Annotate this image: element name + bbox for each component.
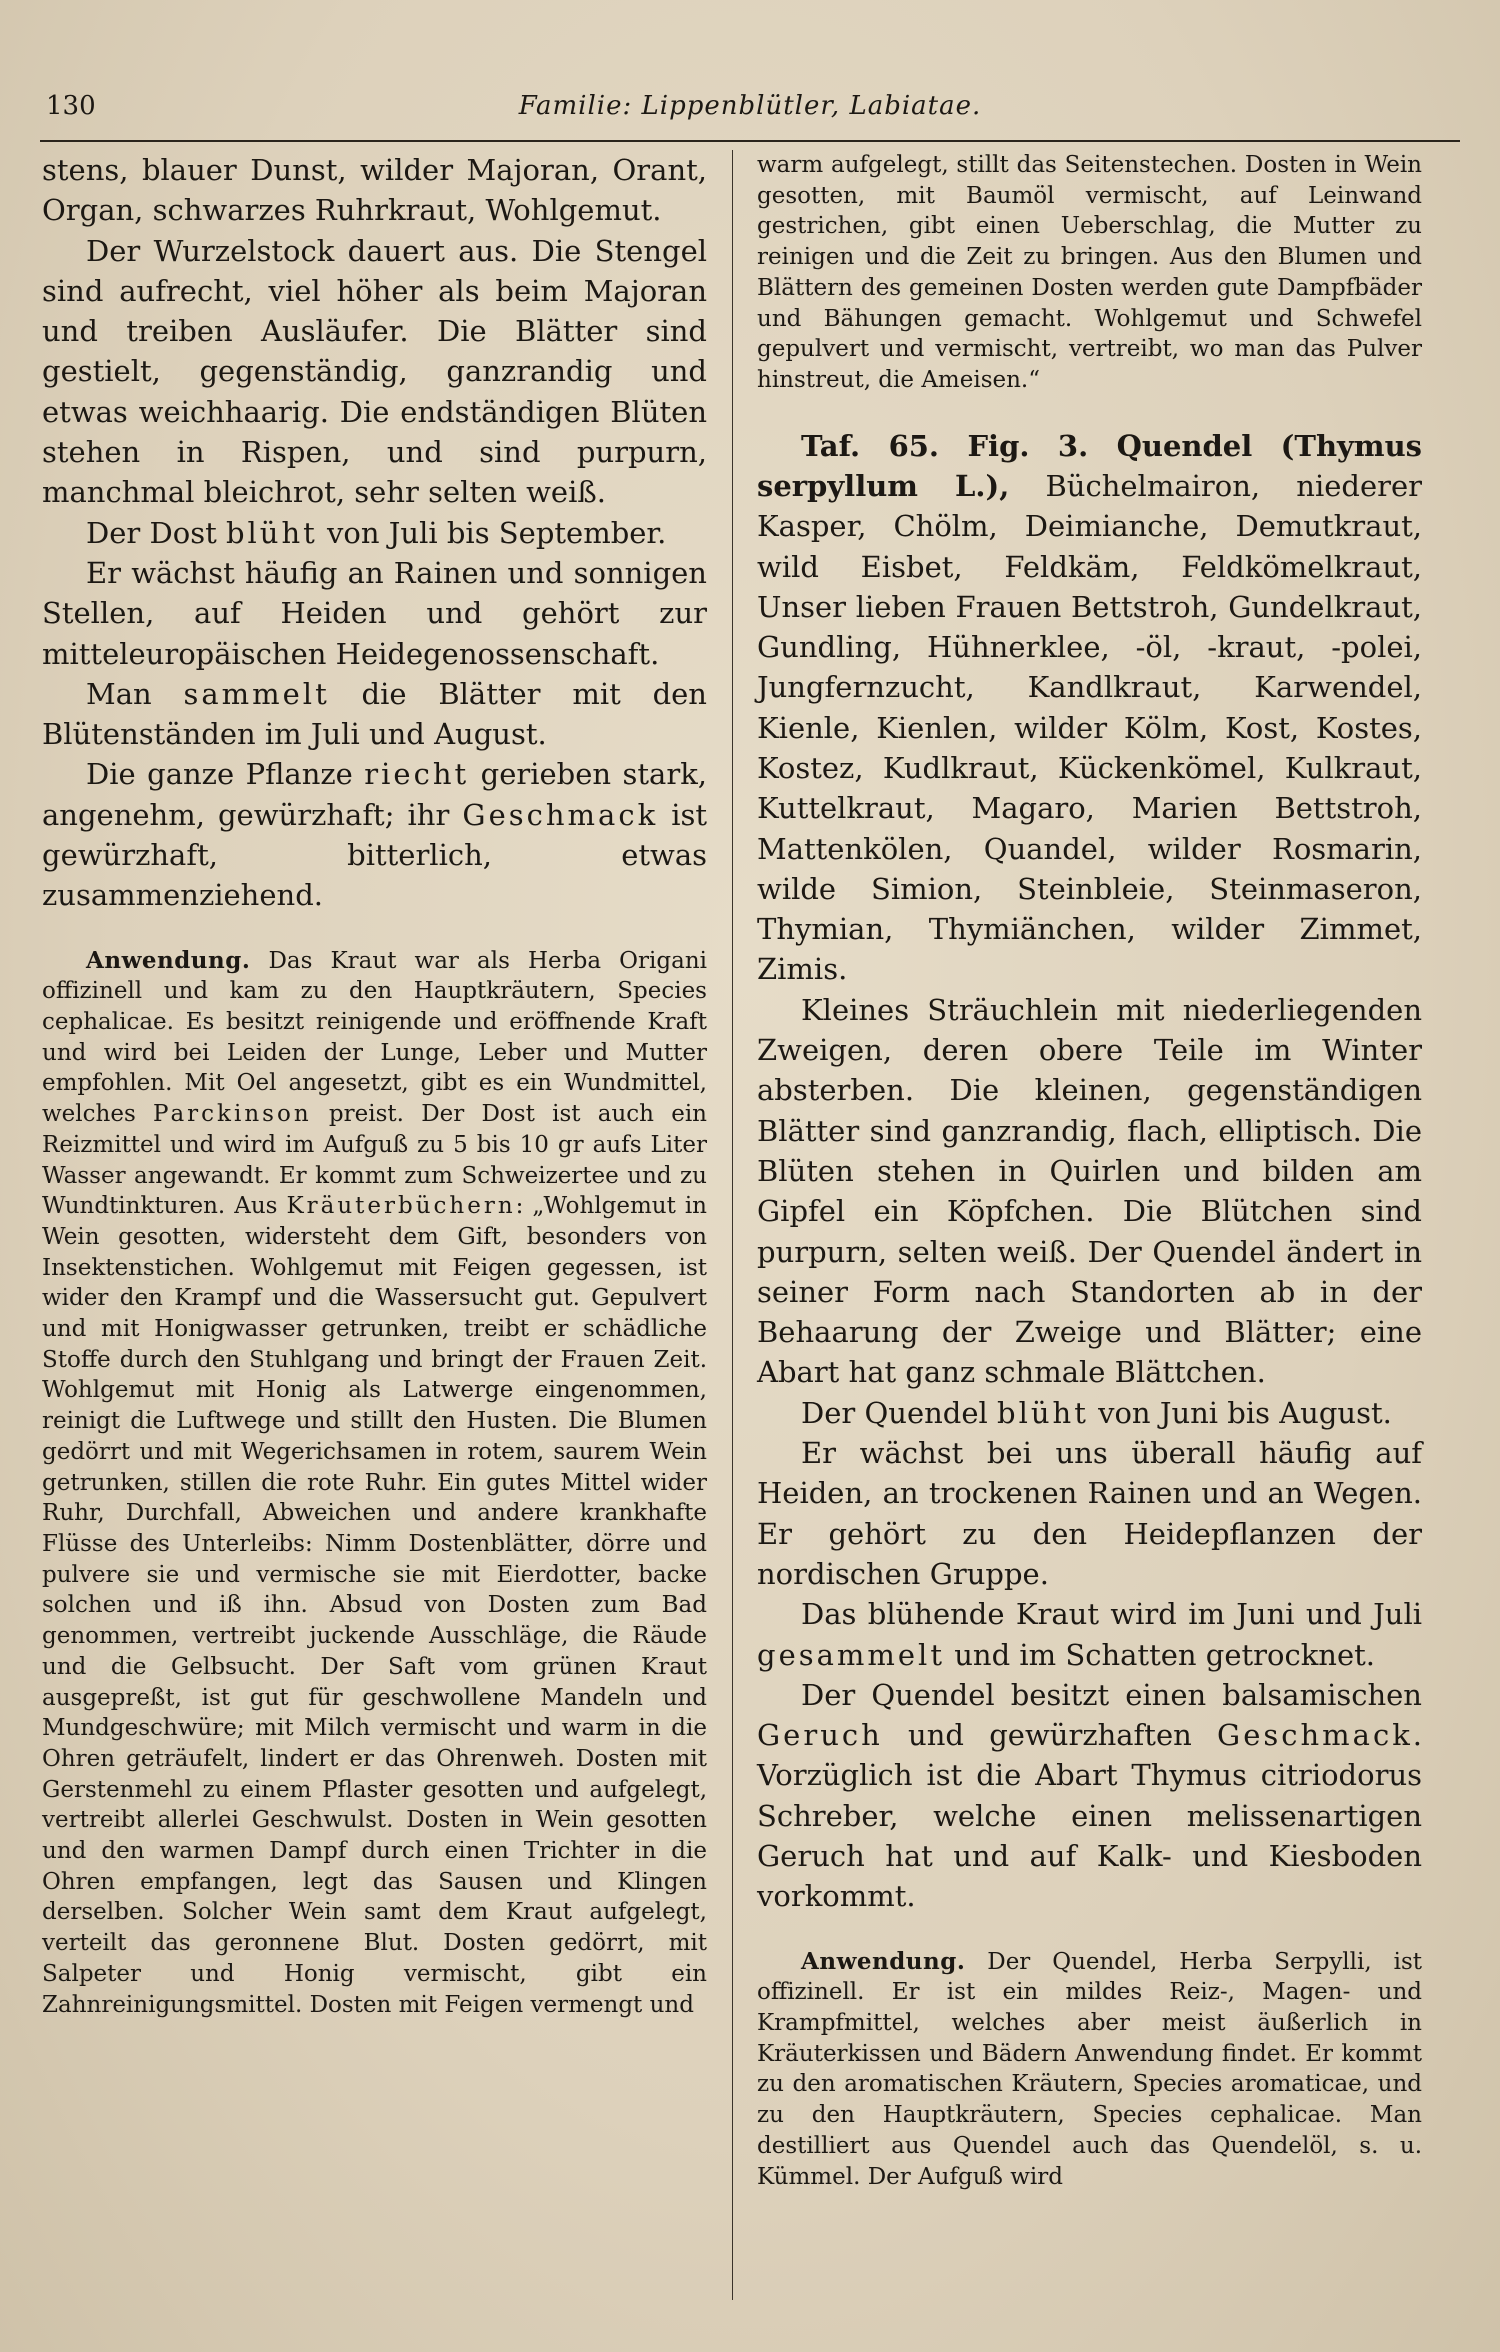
spaced-word: Parckinson	[153, 1101, 312, 1128]
text-run: die Blätter mit den Blütenständen im Juli und August.	[42, 676, 707, 752]
right-paragraph-3	[757, 1393, 1422, 1433]
spaced-word: blüht	[225, 515, 318, 550]
header-rule	[40, 140, 1460, 142]
text-run: Das Kraut war als Herba Origani offizinell und kam zu den Hauptkräutern, Species cephalicae. Es besitzt reinigende und eröffnende Kraft und wird bei Leiden der Lunge, Leber und Mutter empfohlen. Mit Oel angesetzt, gibt es ein Wundmittel, welches	[42, 947, 707, 1128]
text-run: ist gewürzhaft, bitterlich, etwas zusammenziehend.	[42, 797, 708, 913]
text-run: von Juli bis September.	[317, 515, 667, 550]
spaced-word: riecht	[364, 757, 470, 792]
left-paragraph-5	[42, 674, 707, 755]
text-run: preist. Der Dost ist auch ein Reizmittel und wird im Aufguß zu 5 bis 10 gr aufs Liter Wasser angewandt. Er kommt zum Schweizertee und zu Wundtinkturen. Aus	[42, 1101, 707, 1220]
right-anwendung-section	[757, 1947, 1422, 2193]
left-paragraph-6	[42, 754, 707, 915]
spaced-word: Geschmack	[462, 797, 659, 832]
spaced-word: Geschmack	[1217, 1718, 1413, 1753]
section-lead: Anwendung.	[801, 1947, 966, 1975]
text-run: Der Dost	[86, 515, 226, 550]
spaced-word: gesammelt	[757, 1637, 945, 1672]
page-number: 130	[46, 91, 96, 121]
right-continuation: warm aufgelegt, stillt das Seitenstechen. Dosten in Wein gesotten, mit Baumöl vermischt, auf Leinwand gestrichen, gibt einen Ueberschlag, die Mutter zu reinigen und die Zeit zu bringen. Aus den Blumen und Blättern des gemeinen Dosten werden gute Dampfbäder und Bähungen gemacht. Wohlgemut und Schwefel gepulvert und vermischt, vertreibt, wo man das Pulver hinstreut, die Ameisen.“	[757, 152, 1422, 393]
page-header	[46, 86, 1454, 126]
right-paragraph-6	[757, 1675, 1422, 1917]
text-run: und gewürzhaften	[882, 1718, 1218, 1753]
left-paragraph-2: Der Wurzelstock dauert aus. Die Stengel sind aufrecht, viel höher als beim Majoran und treiben Ausläufer. Die Blätter sind gestielt, gegenständig, ganzrandig und etwas weichhaarig. Die endständigen Blüten stehen in Rispen, und sind purpurn, manchmal bleichrot, sehr selten weiß.	[42, 233, 707, 510]
left-column	[42, 150, 707, 2020]
text-run: gerieben stark, angenehm, gewürzhaft; ihr	[42, 757, 707, 832]
text-run: Das blühende Kraut wird im Juni und Juli	[801, 1597, 1422, 1632]
spaced-word: Kräuterbüchern	[286, 1193, 516, 1220]
column-divider	[732, 150, 733, 2300]
spaced-word: sammelt	[183, 676, 330, 711]
figure-heading: Taf. 65. Fig. 3. Quendel (Thymus serpyllum L.),	[757, 428, 1422, 503]
text-run: Der Quendel, Herba Serpylli, ist offizinell. Er ist ein mildes Reiz-, Magen- und Krampfmittel, welches aber meist äußerlich in Kräuterkissen und Bädern Anwendung findet. Er kommt zu den aromatischen Kräutern, Species aromaticae, und zu den Hauptkräutern, Species cephalicae. Man destilliert aus Quendel auch das Quendelöl, s. u. Kümmel. Der Aufguß wird	[757, 1948, 1422, 2190]
spaced-word: blüht	[997, 1395, 1089, 1430]
spacer	[757, 1917, 1422, 1947]
running-title: Familie: Lippenblütler, Labiatae.	[518, 91, 982, 121]
text-run: : „Wohlgemut in Wein gesotten, widersteht dem Gift, besonders von Insektenstichen. Wohlgemut mit Feigen gegessen, ist wider den Krampf und die Wassersucht gut. Gepulvert und mit Honigwasser getrunken, treibt er schädliche Stoffe durch den Stuhlgang und bringt der Frauen Zeit. Wohlgemut mit Honig als Latwerge eingenommen, reinigt die Luftwege und stillt den Husten. Die Blumen gedörrt und mit Wegerichsamen in rotem, saurem Wein getrunken, stillen die rote Ruhr. Ein gutes Mittel wider Ruhr, Durchfall, Abweichen und andere krankhafte Flüsse des Unterleibs: Nimm Dostenblätter, dörre und pulvere sie und vermische sie mit Eierdotter, backe solchen und iß ihn. Absud von Dosten zum Bad genommen, vertreibt juckende Ausschläge, die Räude und die Gelbsucht. Der Saft vom grünen Kraut ausgepreßt, ist gut für geschwollene Mandeln und Mundgeschwüre; mit Milch vermischt und warm in die Ohren geträufelt, lindert er das Ohrenweh. Dosten mit Gerstenmehl zu einem Pflaster gesotten und aufgelegt, vertreibt allerlei Geschwulst. Dosten in Wein gesotten und den warmen Dampf durch einen Trichter in die Ohren empfangen, legt das Sausen und Klingen derselben. Solcher Wein samt dem Kraut aufgelegt, verteilt das geronnene Blut. Dosten gedörrt, mit Salpeter und Honig vermischt, gibt ein Zahnreinigungsmittel. Dosten mit Feigen vermengt und	[42, 1193, 707, 2018]
left-anwendung-section	[42, 946, 707, 2021]
left-paragraph-4: Er wächst häufig an Rainen und sonnigen Stellen, auf Heiden und gehört zur mitteleuropäischen Heidegenossenschaft.	[42, 555, 707, 671]
spacer	[42, 916, 707, 946]
text-run: Die ganze Pflanze	[86, 757, 365, 792]
text-run: und im Schatten getrocknet.	[945, 1637, 1376, 1672]
text-run: . Vorzüglich ist die Abart Thymus citriodorus Schreber, welche einen melissenartigen Geruch hat und auf Kalk- und Kiesboden vorkommt.	[757, 1718, 1422, 1914]
left-paragraph-3	[42, 513, 707, 553]
text-run: Der Quendel	[801, 1395, 998, 1430]
left-paragraph-1: stens, blauer Dunst, wilder Majoran, Orant, Organ, schwarzes Ruhrkraut, Wohlgemut.	[42, 153, 707, 228]
section-lead: Anwendung.	[86, 946, 251, 974]
text-run: Man	[86, 676, 184, 711]
right-paragraph-2: Kleines Sträuchlein mit niederliegenden Zweigen, deren obere Teile im Winter absterben. Die kleinen, gegenständigen Blätter sind ganzrandig, flach, elliptisch. Die Blüten stehen in Quirlen und bilden am Gipfel ein Köpfchen. Die Blütchen sind purpurn, selten weiß. Der Quendel ändert in seiner Form nach Standorten ab in der Behaarung der Zweige und Blätter; eine Abart hat ganz schmale Blättchen.	[757, 992, 1422, 1390]
spaced-word: Geruch	[757, 1718, 883, 1753]
quendel-heading-paragraph	[757, 426, 1422, 990]
right-paragraph-4: Er wächst bei uns überall häufig auf Heiden, an trockenen Rainen und an Wegen. Er gehört zu den Heidepflanzen der nordischen Gruppe.	[757, 1436, 1422, 1591]
text-run: Büchelmairon, niederer Kasper, Chölm, Deimianche, Demutkraut, wild Eisbet, Feldkäm, Feldkömelkraut, Unser lieben Frauen Bettstroh, Gundelkraut, Gundling, Hühnerklee, -öl, -kraut, -polei, Jungfernzucht, Kandlkraut, Karwendel, Kienle, Kienlen, wilder Kölm, Kost, Kostes, Kostez, Kudlkraut, Kückenkömel, Kulkraut, Kuttelkraut, Magaro, Marien Bettstroh, Mattenkölen, Quandel, wilder Rosmarin, wilde Simion, Steinbleie, Steinmaseron, Thymian, Thymiänchen, wilder Zimmet, Zimis.	[757, 468, 1422, 987]
text-run: von Juni bis August.	[1088, 1395, 1392, 1430]
spacer	[757, 396, 1422, 426]
right-column	[757, 150, 1422, 2192]
right-paragraph-5	[757, 1594, 1422, 1675]
text-run: Der Quendel besitzt einen balsamischen	[801, 1677, 1422, 1712]
